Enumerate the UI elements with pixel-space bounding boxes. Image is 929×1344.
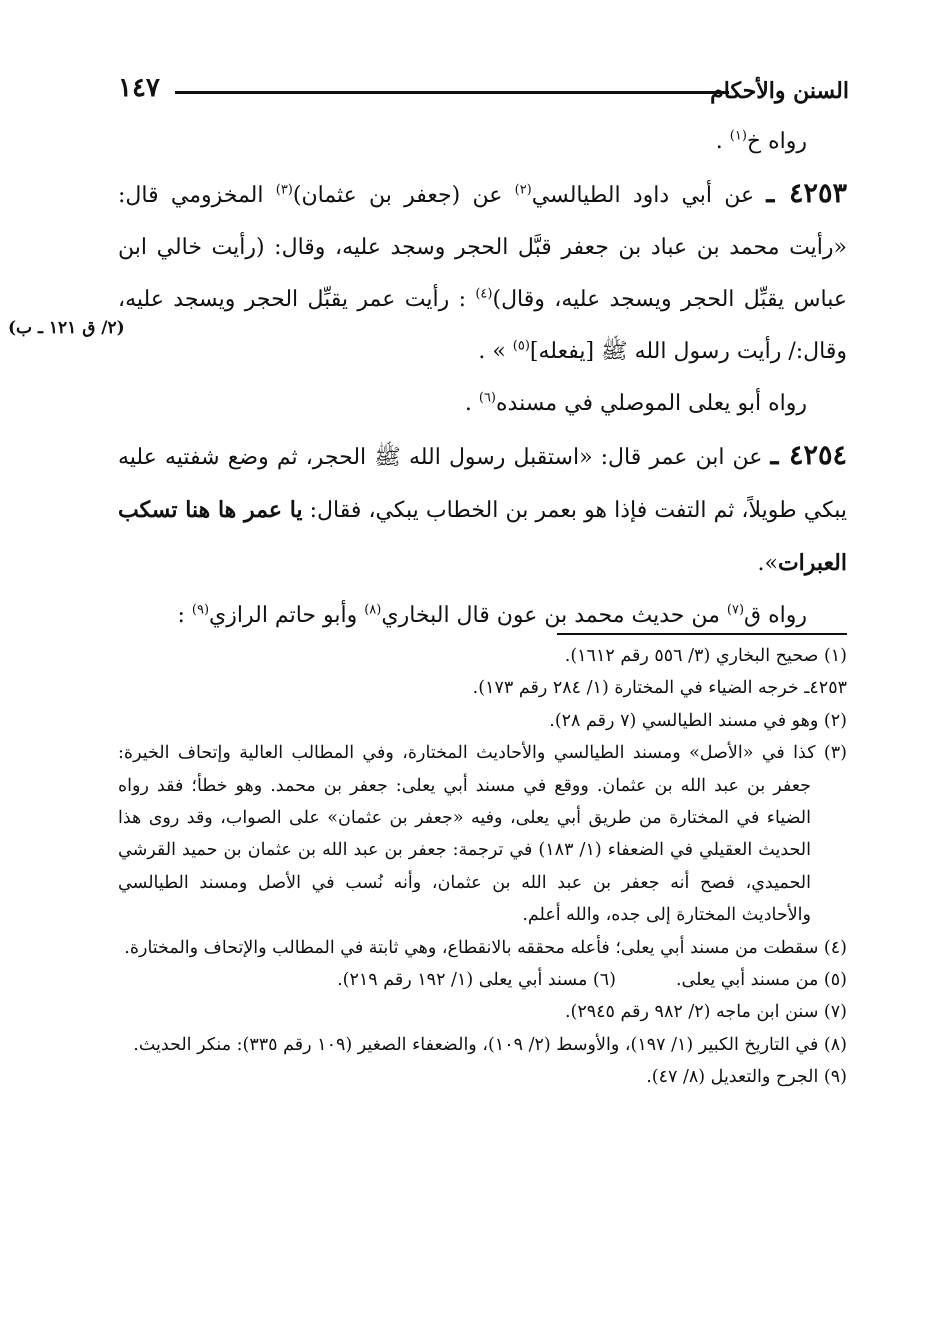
- footnote-6: (٦) مسند أبي يعلى (١/ ١٩٢ رقم ٢١٩).: [337, 970, 616, 991]
- hadith-number: ٤٢٥٤ ـ: [770, 440, 847, 471]
- header-rule: [175, 91, 729, 94]
- footnote-2: (٢) وهو في مسند الطيالسي (٧ رقم ٢٨).: [549, 710, 847, 731]
- footnote-ref[interactable]: (٩): [191, 602, 210, 618]
- footnote-ref[interactable]: (٢): [514, 182, 532, 198]
- footnote-4: (٤) سقطت من مسند أبي يعلى؛ فأعله محققه بالانقطاع، وهي ثابتة في المطالب والإتحاف والمختارة.: [124, 937, 847, 958]
- footnote-ref[interactable]: (٦): [478, 390, 496, 406]
- footnote-ref[interactable]: (٤): [475, 286, 493, 302]
- running-title: السنن والأحكام: [710, 78, 849, 104]
- footnote-separator: [557, 633, 847, 635]
- footnotes: [118, 640, 847, 1094]
- footnote-9: (٩) الجرح والتعديل (٨/ ٤٧).: [646, 1067, 847, 1088]
- hadith-4253: ٤٢٥٣ ـ عن أبي داود الطيالسي$^{(٢)}$ عن (جعفر بن عثمان)$^{(٣)}$ المخزومي قال: «رأيت محمد بن عباد بن جعفر قبَّل الحجر وسجد عليه، وقال: (رأيت خالي ابن عباس يقبِّل الحجر ويسجد عليه، وقال)$^{(٤)}$ : رأيت عمر يقبِّل الحجر ويسجد عليه، وقال:/ رأيت رسول الله ﷺ [يفعله]$^{(٥)}$ » .: [118, 178, 847, 364]
- paragraph-riwaya-1: رواه خ$^{(١)}$ .: [715, 128, 807, 154]
- footnote-ref[interactable]: (٧): [726, 602, 745, 618]
- footnote-5: (٥) من مسند أبي يعلى.: [675, 970, 847, 991]
- main-text: [118, 116, 847, 642]
- hadith-4254: ٤٢٥٤ ـ عن ابن عمر قال: «استقبل رسول الله ﷺ الحجر، ثم وضع شفتيه عليه يبكي طويلاً، ثم التفت فإذا هو بعمر بن الخطاب يبكي، فقال: يا عمر ها هنا تسكب العبرات».: [118, 440, 847, 576]
- footnote-ref[interactable]: (٣): [275, 182, 293, 198]
- footnote-4253: ٤٢٥٣ـ خرجه الضياء في المختارة (١/ ٢٨٤ رقم ١٧٣).: [472, 678, 847, 699]
- manuscript-folio-note: (٢/ ق ١٢١ ـ ب): [8, 318, 125, 338]
- prophetic-saying: يا عمر ها هنا تسكب العبرات: [118, 497, 847, 576]
- footnote-ref[interactable]: (٥): [512, 338, 530, 354]
- hadith-number: ٤٢٥٣ ـ: [766, 178, 847, 209]
- footnote-1: (١) صحيح البخاري (٣/ ٥٥٦ رقم ١٦١٢).: [564, 646, 847, 666]
- footnote-row-5-6: [118, 964, 847, 996]
- paragraph-riwaya-4254: رواه ق$^{(٧)}$ من حديث محمد بن عون قال البخاري$^{(٨)}$ وأبو حاتم الرازي$^{(٩)}$ :: [177, 602, 807, 628]
- footnote-3: (٣) كذا في «الأصل» ومسند الطيالسي والأحاديث المختارة، وفي المطالب العالية وإتحاف الخيرة: جعفر بن عبد الله بن عثمان. ووقع في مسند أبي يعلى: جعفر بن محمد. وهو خطأ؛ فقد رواه الضياء في المختارة من طريق أبي يعلى، وفيه «جعفر بن عثمان» على الصواب، وقد روى هذا الحديث العقيلي في الضعفاء (١/ ١٨٣) في ترجمة: جعفر بن عبد الله بن عثمان بن حميد القرشي الحميدي، فصح أنه جعفر بن عبد الله بن عثمان، وأنه نُسب في الأصل ومسند الطيالسي والأحاديث المختارة إلى جده، والله أعلم.: [118, 743, 847, 926]
- paragraph-riwaya-4253: رواه أبو يعلى الموصلي في مسنده$^{(٦)}$ .: [464, 390, 807, 416]
- footnote-ref[interactable]: (٨): [364, 602, 382, 618]
- footnote-7: (٧) سنن ابن ماجه (٢/ ٩٨٢ رقم ٢٩٤٥).: [564, 1002, 847, 1023]
- footnote-ref[interactable]: (١): [729, 128, 747, 144]
- page-number: ١٤٧: [118, 73, 160, 103]
- footnote-8: (٨) في التاريخ الكبير (١/ ١٩٧)، والأوسط (٢/ ١٠٩)، والضعفاء الصغير (١٠٩ رقم ٣٣٥): منكر الحديث.: [133, 1034, 847, 1055]
